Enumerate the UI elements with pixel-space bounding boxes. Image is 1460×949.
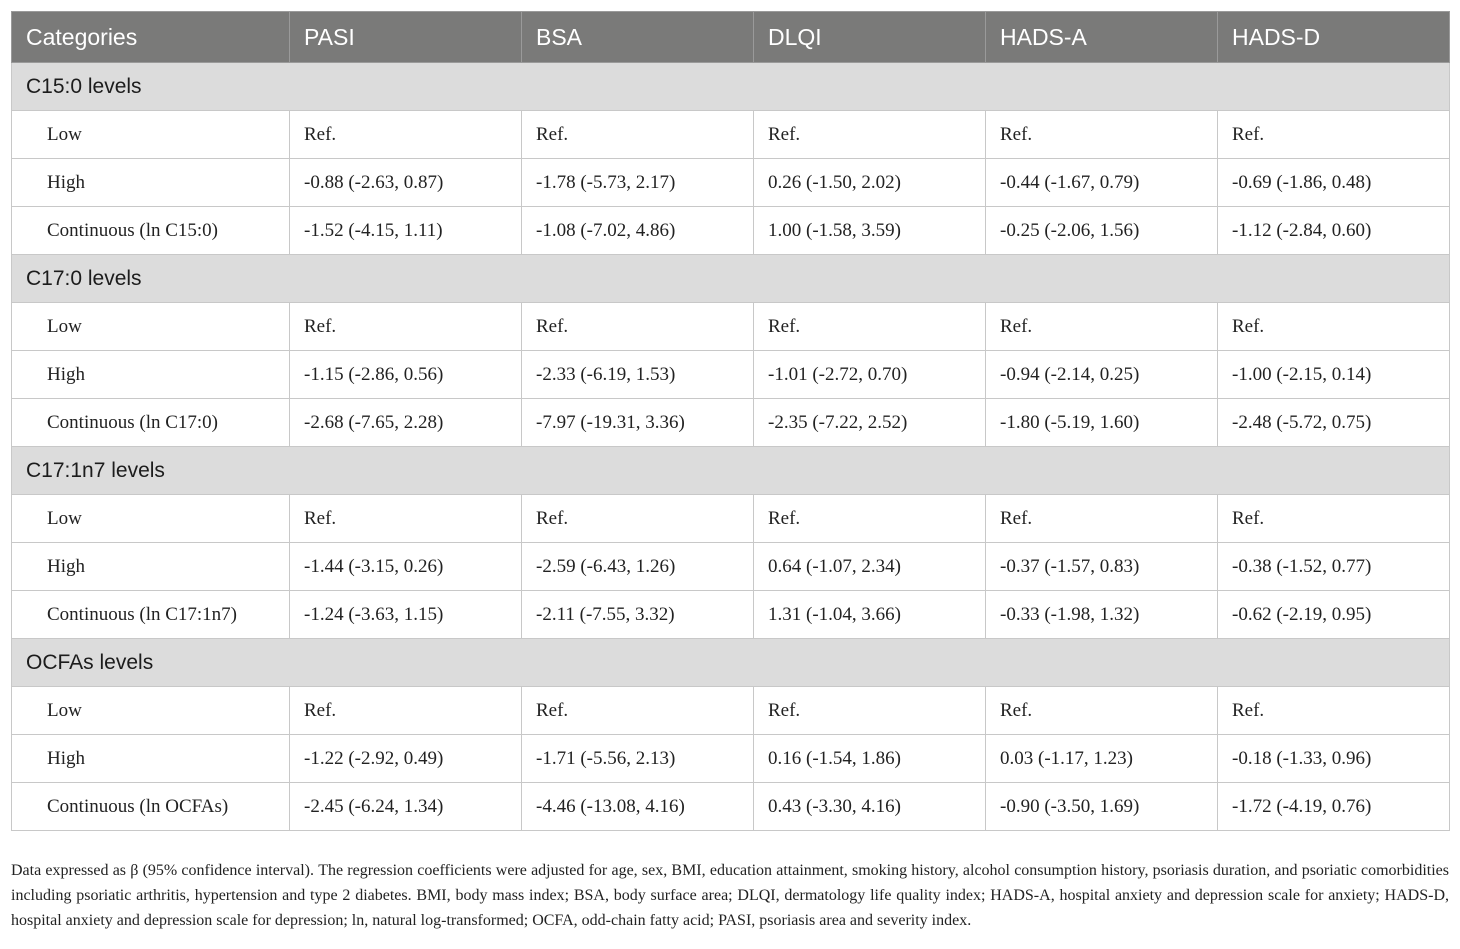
cell-bsa: -1.71 (-5.56, 2.13) [522, 735, 754, 783]
table-row [12, 303, 1450, 351]
cell-dlqi: -2.35 (-7.22, 2.52) [754, 399, 986, 447]
table-row [12, 495, 1450, 543]
cell-hads-d: -1.00 (-2.15, 0.14) [1218, 351, 1450, 399]
cell-hads-a: -0.90 (-3.50, 1.69) [986, 783, 1218, 831]
row-category: High [12, 159, 290, 207]
group-row-c17 [12, 255, 1450, 303]
cell-hads-a: -0.44 (-1.67, 0.79) [986, 159, 1218, 207]
header-hads-a: HADS-A [986, 12, 1218, 63]
cell-hads-a: -0.33 (-1.98, 1.32) [986, 591, 1218, 639]
cell-pasi: -1.24 (-3.63, 1.15) [290, 591, 522, 639]
row-category: High [12, 735, 290, 783]
table-row [12, 687, 1450, 735]
cell-hads-d: Ref. [1218, 303, 1450, 351]
cell-bsa: -4.46 (-13.08, 4.16) [522, 783, 754, 831]
group-row-ocfas [12, 639, 1450, 687]
table-row [12, 159, 1450, 207]
cell-bsa: -1.78 (-5.73, 2.17) [522, 159, 754, 207]
header-hads-d: HADS-D [1218, 12, 1450, 63]
row-category: High [12, 351, 290, 399]
header-pasi: PASI [290, 12, 522, 63]
cell-bsa: Ref. [522, 495, 754, 543]
cell-dlqi: Ref. [754, 303, 986, 351]
group-label: C17:1n7 levels [12, 447, 1450, 495]
cell-hads-d: -1.12 (-2.84, 0.60) [1218, 207, 1450, 255]
cell-dlqi: 0.26 (-1.50, 2.02) [754, 159, 986, 207]
row-category: Continuous (ln OCFAs) [12, 783, 290, 831]
cell-hads-d: -0.62 (-2.19, 0.95) [1218, 591, 1450, 639]
cell-dlqi: Ref. [754, 111, 986, 159]
cell-bsa: Ref. [522, 687, 754, 735]
cell-hads-d: Ref. [1218, 687, 1450, 735]
row-category: Continuous (ln C17:1n7) [12, 591, 290, 639]
cell-bsa: Ref. [522, 111, 754, 159]
cell-hads-d: -2.48 (-5.72, 0.75) [1218, 399, 1450, 447]
table-row [12, 783, 1450, 831]
cell-pasi: Ref. [290, 303, 522, 351]
cell-dlqi: Ref. [754, 687, 986, 735]
cell-pasi: -0.88 (-2.63, 0.87) [290, 159, 522, 207]
cell-hads-a: -0.25 (-2.06, 1.56) [986, 207, 1218, 255]
group-label: OCFAs levels [12, 639, 1450, 687]
group-label: C17:0 levels [12, 255, 1450, 303]
header-categories: Categories [12, 12, 290, 63]
header-bsa: BSA [522, 12, 754, 63]
cell-dlqi: -1.01 (-2.72, 0.70) [754, 351, 986, 399]
row-category: Continuous (ln C17:0) [12, 399, 290, 447]
cell-bsa: -7.97 (-19.31, 3.36) [522, 399, 754, 447]
table-row [12, 351, 1450, 399]
cell-hads-d: Ref. [1218, 111, 1450, 159]
cell-hads-a: 0.03 (-1.17, 1.23) [986, 735, 1218, 783]
table-row [12, 591, 1450, 639]
row-category: Low [12, 495, 290, 543]
cell-dlqi: 0.16 (-1.54, 1.86) [754, 735, 986, 783]
cell-hads-d: -0.69 (-1.86, 0.48) [1218, 159, 1450, 207]
row-category: Low [12, 687, 290, 735]
cell-dlqi: 0.43 (-3.30, 4.16) [754, 783, 986, 831]
table-row [12, 399, 1450, 447]
table-row [12, 111, 1450, 159]
cell-bsa: -2.59 (-6.43, 1.26) [522, 543, 754, 591]
table-footnote: Data expressed as β (95% confidence interval). The regression coefficients were adjusted for age, sex, BMI, education attainment, smoking history, alcohol consumption history, psoriasis duration, and psoriatic comorbidities including psoriatic arthritis, hypertension and type 2 diabetes. BMI, body mass index; BSA, body surface area; DLQI, dermatology life quality index; HADS-A, hospital anxiety and depression scale for anxiety; HADS-D, hospital anxiety and depression scale for depression; ln, natural log-transformed; OCFA, odd-chain fatty acid; PASI, psoriasis area and severity index. [11, 862, 1449, 929]
row-category: Continuous (ln C15:0) [12, 207, 290, 255]
cell-dlqi: Ref. [754, 495, 986, 543]
results-table-container [11, 11, 1449, 831]
cell-hads-d: Ref. [1218, 495, 1450, 543]
cell-hads-d: -1.72 (-4.19, 0.76) [1218, 783, 1450, 831]
cell-bsa: -2.33 (-6.19, 1.53) [522, 351, 754, 399]
cell-hads-a: Ref. [986, 687, 1218, 735]
row-category: Low [12, 303, 290, 351]
header-dlqi: DLQI [754, 12, 986, 63]
cell-hads-a: Ref. [986, 495, 1218, 543]
cell-bsa: Ref. [522, 303, 754, 351]
cell-hads-a: -1.80 (-5.19, 1.60) [986, 399, 1218, 447]
results-table [11, 11, 1450, 831]
cell-hads-a: -0.37 (-1.57, 0.83) [986, 543, 1218, 591]
cell-dlqi: 1.31 (-1.04, 3.66) [754, 591, 986, 639]
table-header [12, 12, 1450, 63]
cell-pasi: Ref. [290, 495, 522, 543]
cell-dlqi: 1.00 (-1.58, 3.59) [754, 207, 986, 255]
group-row-c15 [12, 63, 1450, 111]
cell-bsa: -1.08 (-7.02, 4.86) [522, 207, 754, 255]
header-row [12, 12, 1450, 63]
table-body [12, 63, 1450, 831]
table-row [12, 543, 1450, 591]
cell-bsa: -2.11 (-7.55, 3.32) [522, 591, 754, 639]
cell-hads-a: Ref. [986, 111, 1218, 159]
table-row [12, 735, 1450, 783]
cell-hads-d: -0.18 (-1.33, 0.96) [1218, 735, 1450, 783]
cell-hads-d: -0.38 (-1.52, 0.77) [1218, 543, 1450, 591]
table-row [12, 207, 1450, 255]
cell-pasi: -1.22 (-2.92, 0.49) [290, 735, 522, 783]
cell-pasi: -2.68 (-7.65, 2.28) [290, 399, 522, 447]
group-row-c17-1n7 [12, 447, 1450, 495]
group-label: C15:0 levels [12, 63, 1450, 111]
cell-pasi: -2.45 (-6.24, 1.34) [290, 783, 522, 831]
cell-pasi: Ref. [290, 687, 522, 735]
row-category: High [12, 543, 290, 591]
cell-pasi: -1.15 (-2.86, 0.56) [290, 351, 522, 399]
row-category: Low [12, 111, 290, 159]
cell-hads-a: Ref. [986, 303, 1218, 351]
cell-pasi: -1.44 (-3.15, 0.26) [290, 543, 522, 591]
cell-pasi: -1.52 (-4.15, 1.11) [290, 207, 522, 255]
cell-dlqi: 0.64 (-1.07, 2.34) [754, 543, 986, 591]
cell-pasi: Ref. [290, 111, 522, 159]
cell-hads-a: -0.94 (-2.14, 0.25) [986, 351, 1218, 399]
